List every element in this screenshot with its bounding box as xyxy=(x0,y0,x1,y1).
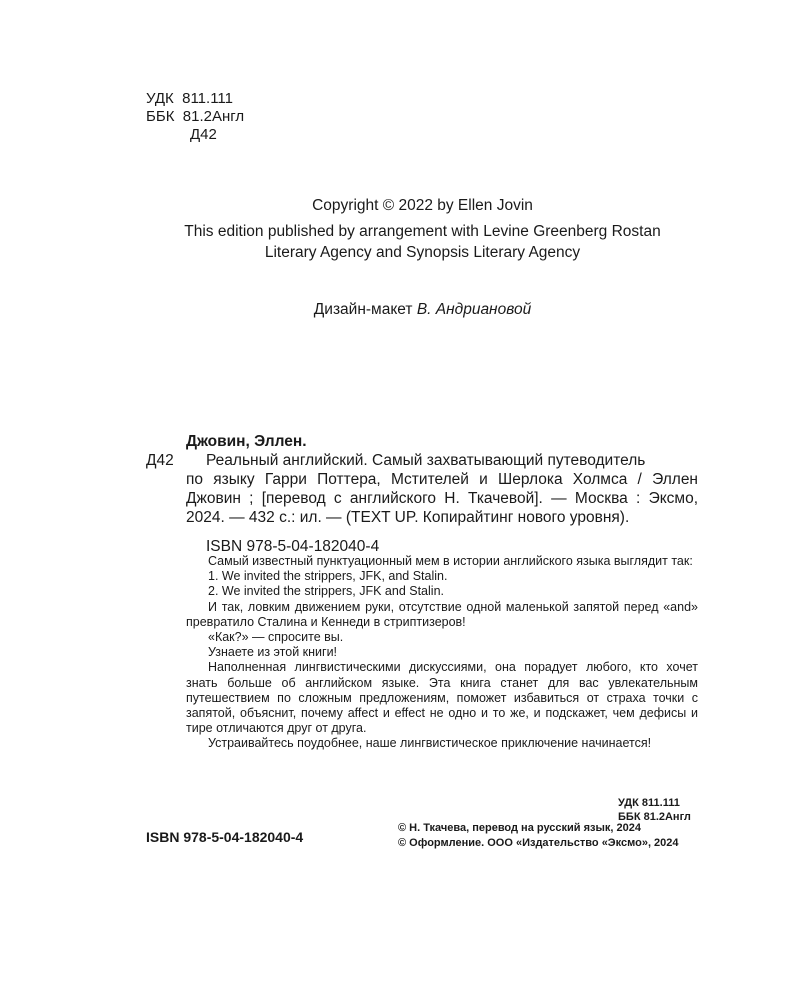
classification-codes xyxy=(146,90,244,144)
annotation-p2: 1. We invited the strippers, JFK, and Stalin. xyxy=(208,569,448,584)
card-description-first: Реальный английский. Самый захватывающий путеводитель xyxy=(206,452,646,469)
card-code: Д42 xyxy=(146,452,174,469)
annotation-p3: 2. We invited the strippers, JFK and Stalin. xyxy=(208,584,444,599)
author-mark: Д42 xyxy=(190,126,217,143)
bbk-value: 81.2Англ xyxy=(182,108,245,125)
annotation-p4: И так, ловким движением руки, отсутствие одной маленькой запятой перед «and» превратило Сталина и Кеннеди в стриптизеров! xyxy=(186,599,698,629)
footer-bbk: ББК 81.2Англ xyxy=(618,811,691,823)
catalog-card xyxy=(146,432,698,556)
design-label: Дизайн-макет xyxy=(313,301,417,318)
udk-label: УДК xyxy=(146,90,174,107)
edition-line-1: This edition published by arrangement with Levine Greenberg Rostan xyxy=(184,223,661,240)
footer-codes xyxy=(618,796,691,824)
annotation-p7: Наполненная лингвистическими дискуссиями, она порадует любого, кто хочет знать больше об английском языке. Эта книга станет для вас увлекательным путешествием по сложным предложениям, поможет избавиться от страха точки с запятой, объяснит, почему affect и effect не одно и то же, и подскажет, чем дефисы и тире отличаются друг от друга. xyxy=(186,660,698,736)
footer-udk: УДК 811.111 xyxy=(618,797,680,809)
footer-copy-design: © Оформление. ООО «Издательство «Эксмо», 2024 xyxy=(398,837,679,849)
footer-copyrights xyxy=(398,821,679,851)
udk-value: 811.111 xyxy=(182,90,233,107)
card-author: Джовин, Эллен. xyxy=(186,433,307,450)
bbk-label: ББК xyxy=(146,108,175,125)
annotation-p1: Самый известный пунктуационный мем в истории английского языка выглядит так: xyxy=(208,554,693,568)
udk-row xyxy=(146,90,244,108)
edition-line-2: Literary Agency and Synopsis Literary Agency xyxy=(264,244,581,261)
card-description-row xyxy=(146,451,698,470)
footer-copy-translation: © Н. Ткачева, перевод на русский язык, 2024 xyxy=(398,822,641,834)
copyright-line: Copyright © 2022 by Ellen Jovin xyxy=(312,197,533,214)
design-credit xyxy=(0,301,800,319)
annotation-p8: Устраивайтесь поудобнее, наше лингвистическое приключение начинается! xyxy=(208,736,652,751)
card-isbn: ISBN 978-5-04-182040-4 xyxy=(206,538,380,555)
bbk-row xyxy=(146,108,244,126)
designer-name: В. Андриановой xyxy=(416,301,532,318)
annotation xyxy=(186,554,698,752)
footer-isbn: ISBN 978-5-04-182040-4 xyxy=(146,829,304,845)
annotation-p5: «Как?» — спросите вы. xyxy=(208,630,344,645)
annotation-p6: Узнаете из этой книги! xyxy=(208,645,338,660)
card-description-rest: по языку Гарри Поттера, Мстителей и Шерлока Холмса / Эллен Джовин ; [перевод с английского Н. Ткачевой]. — Москва : Эксмо, 2024. — 432 с.: ил. — (TEXT UP. Копирайтинг нового уровня). xyxy=(186,471,698,526)
edition-note xyxy=(0,221,800,263)
